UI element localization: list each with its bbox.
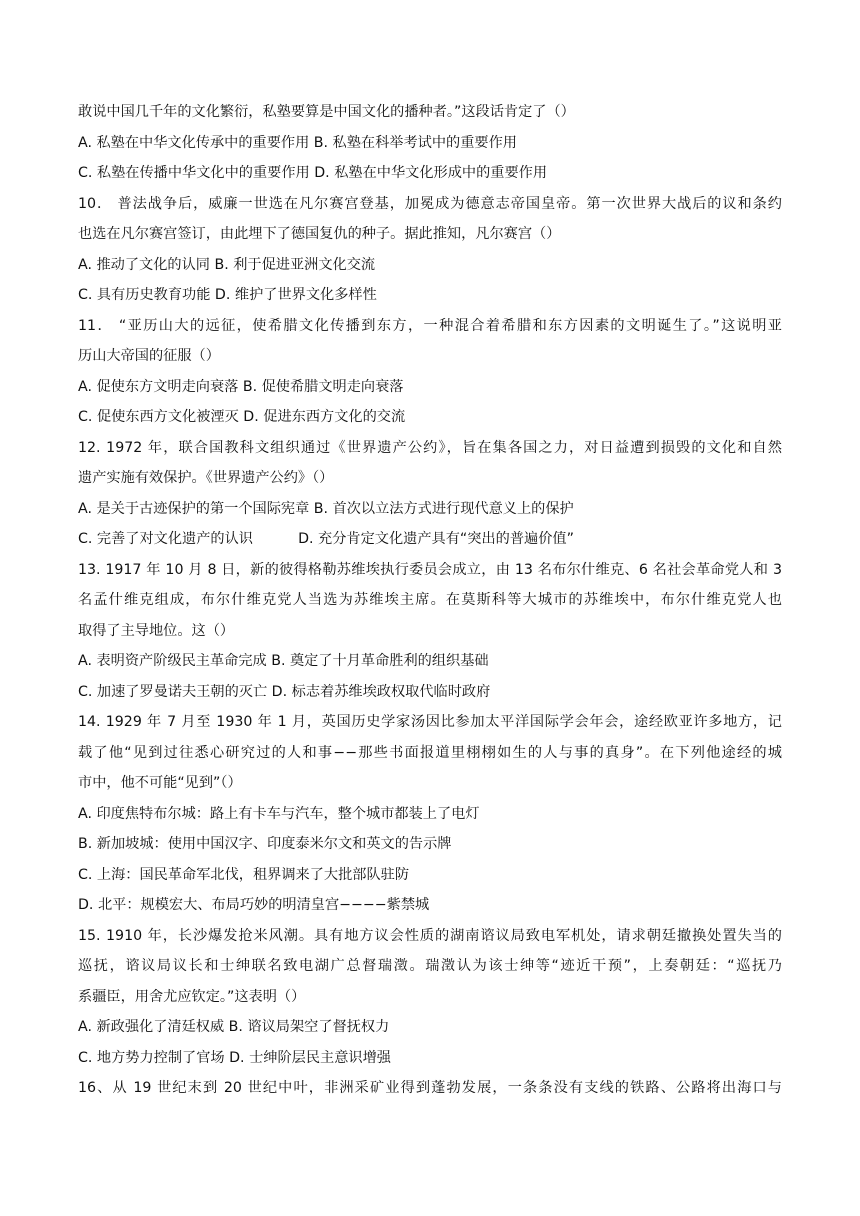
option-line: A. 推动了文化的认同 B. 利于促进亚洲文化交流 [78, 257, 376, 273]
text-line: 名孟什维克组成，布尔什维克党人当选为苏维埃主席。在莫斯科等大城市的苏维埃中，布尔什维克党人也 [78, 592, 782, 608]
option-line: C. 具有历史教育功能 D. 维护了世界文化多样性 [78, 287, 377, 303]
text-line: 也选在凡尔赛宫签订，由此埋下了德国复仇的种子。据此推知，凡尔赛宫（） [78, 226, 561, 242]
option-line: A. 印度焦特布尔城：路上有卡车与汽车，整个城市都装上了电灯 [78, 806, 480, 822]
text-line: 载了他“见到过往悉心研究过的人和事−−那些书面报道里栩栩如生的人与事的真身”。在下列他途经的城 [78, 745, 782, 761]
question-13-line: 13. 1917 年 10 月 8 日，新的彼得格勒苏维埃执行委员会成立，由 13 名布尔什维克、6 名社会革命党人和 3 [78, 562, 782, 578]
question-15-line: 15. 1910 年，长沙爆发抢米风潮。具有地方议会性质的湖南谘议局致电军机处，请求朝廷撤换处置失当的 [78, 928, 782, 944]
text-line: 敢说中国几千年的文化繁衍，私塾要算是中国文化的播种者。”这段话肯定了（） [78, 104, 575, 120]
text-line: 取得了主导地位。这（） [78, 623, 235, 639]
question-11-line: 11． “亚历山大的远征，使希腊文化传播到东方，一种混合着希腊和东方因素的文明诞生了。”这说明亚 [78, 318, 782, 334]
option-line: A. 表明资产阶级民主革命完成 B. 奠定了十月革命胜利的组织基础 [78, 653, 489, 669]
text-line: 市中，他不可能“见到”（） [78, 775, 242, 791]
question-16-line: 16、从 19 世纪末到 20 世纪中叶，非洲采矿业得到蓬勃发展，一条条没有支线的铁路、公路将出海口与 [78, 1080, 782, 1096]
option-line: C. 加速了罗曼诺夫王朝的灭亡 D. 标志着苏维埃政权取代临时政府 [78, 684, 491, 700]
question-12-line: 12. 1972 年，联合国教科文组织通过《世界遗产公约》，旨在集各国之力，对日益遭到损毁的文化和自然 [78, 440, 782, 456]
text-line: 巡抚，谘议局议长和士绅联名致电湖广总督瑞澂。瑞澂认为该士绅等“迹近干预”，上奏朝廷：“巡抚乃 [78, 958, 782, 974]
option-line: A. 是关于古迹保护的第一个国际宪章 B. 首次以立法方式进行现代意义上的保护 [78, 501, 574, 517]
question-14-line: 14. 1929 年 7 月至 1930 年 1 月，英国历史学家汤因比参加太平洋国际学会年会，途经欧亚许多地方，记 [78, 714, 782, 730]
text-line: 遗产实施有效保护。《世界遗产公约》（） [78, 470, 334, 486]
question-10-line: 10． 普法战争后，威廉一世选在凡尔赛宫登基，加冕成为德意志帝国皇帝。第一次世界大战后的议和条约 [78, 196, 782, 212]
option-line: A. 促使东方文明走向衰落 B. 促使希腊文明走向衰落 [78, 379, 404, 395]
option-line: A. 新政强化了清廷权威 B. 谘议局架空了督抚权力 [78, 1019, 390, 1035]
option-line: D. 北平：规模宏大、布局巧妙的明清皇宫−−−−紫禁城 [78, 897, 430, 913]
text-line: 系疆臣，用舍尤应钦定。”这表明（） [78, 989, 306, 1005]
option-line: B. 新加坡城：使用中国汉字、印度泰米尔文和英文的告示牌 [78, 836, 452, 852]
option-line: C. 上海：国民革命军北伐，租界调来了大批部队驻防 [78, 867, 410, 883]
text-line: 历山大帝国的征服（） [78, 348, 220, 364]
option-line: C. 完善了对文化遗产的认识 D. 充分肯定文化遗产具有“突出的普遍价值” [78, 531, 574, 547]
option-line: C. 私塾在传播中华文化中的重要作用 D. 私塾在中华文化形成中的重要作用 [78, 165, 548, 181]
option-line: A. 私塾在中华文化传承中的重要作用 B. 私塾在科举考试中的重要作用 [78, 135, 517, 151]
option-line: C. 地方势力控制了官场 D. 士绅阶层民主意识增强 [78, 1050, 391, 1066]
option-line: C. 促使东西方文化被湮灭 D. 促进东西方文化的交流 [78, 409, 406, 425]
